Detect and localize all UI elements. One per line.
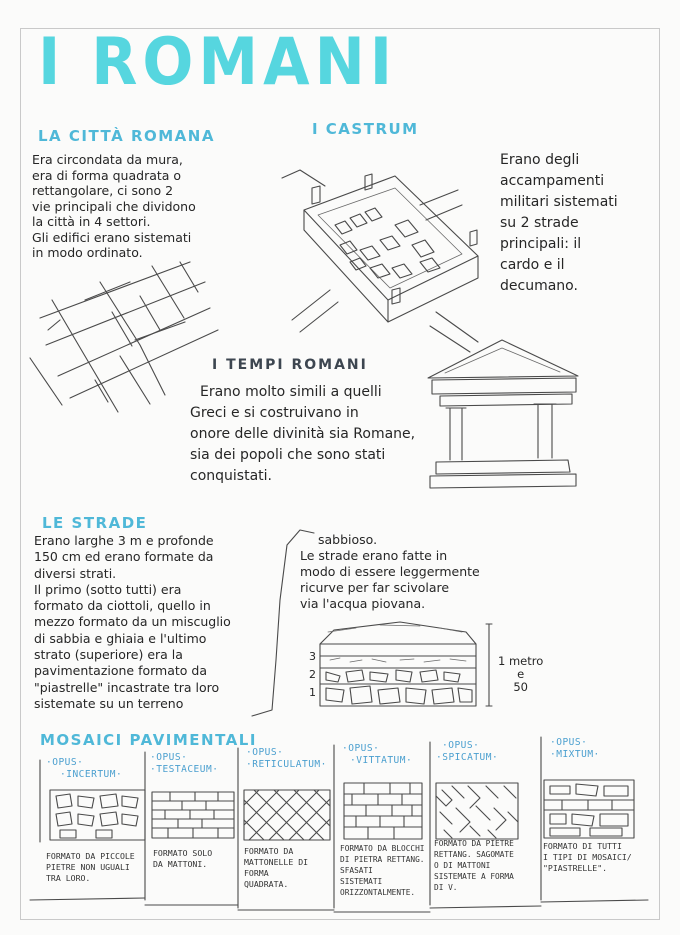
- castrum-illustration: [282, 170, 478, 352]
- castrum-line: accampamenti: [500, 173, 605, 189]
- opus-label: ·OPUS·: [342, 743, 380, 754]
- caption-line: DA MATTONI.: [153, 859, 208, 869]
- strade-line: 150 cm ed erano formate da: [34, 549, 214, 565]
- strade-line: "piastrelle" incastrate tra loro: [34, 679, 220, 695]
- strade-line: sabbioso.: [318, 532, 378, 547]
- strade-line: formato da ciottoli, quello in: [34, 598, 211, 614]
- opus-label: ·OPUS·: [46, 757, 84, 768]
- caption-line: FORMATO DA: [244, 846, 294, 856]
- caption-line: DI V.: [434, 883, 458, 892]
- templi-line: sia dei popoli che sono stati: [190, 447, 386, 463]
- layer-label: 3: [309, 650, 316, 663]
- caption-line: TRA LORO.: [46, 873, 91, 883]
- strade-line: mezzo formato da un miscuglio: [34, 614, 231, 630]
- mosaic-mixtum-sample: [544, 780, 634, 838]
- citta-line: la città in 4 settori.: [32, 214, 151, 229]
- caption-line: I TIPI DI MOSAICI/: [543, 852, 632, 862]
- mosaic-vittatum-sample: [344, 783, 422, 839]
- opus-name: ·MIXTUM·: [550, 749, 600, 760]
- strade-line: modo di essere leggermente: [300, 564, 480, 579]
- page-title: I ROMANI: [38, 24, 398, 101]
- temple-illustration: [428, 340, 578, 488]
- citta-line: vie principali che dividono: [32, 198, 196, 214]
- caption-line: MATTONELLE DI: [244, 857, 309, 867]
- caption-line: QUADRATA.: [244, 879, 289, 889]
- castrum-line: su 2 strade: [500, 215, 579, 231]
- strade-line: pavimentazione formato da: [34, 663, 208, 679]
- strade-line: sistemate su un terreno: [34, 695, 184, 711]
- strade-line: diversi strati.: [34, 565, 117, 581]
- strade-line: Il primo (sotto tutti) era: [34, 581, 182, 597]
- citta-line: Gli edifici erano sistemati: [32, 229, 192, 245]
- layer-label: 2: [309, 668, 316, 681]
- mosaic-reticulatum-sample: [244, 790, 330, 840]
- templi-line: Erano molto simili a quelli: [200, 384, 382, 400]
- road-cross-section: [320, 622, 492, 706]
- castrum-heading: I CASTRUM: [312, 120, 419, 138]
- citta-line: rettangolare, ci sono 2: [32, 183, 174, 198]
- caption-line: "PIASTRELLE".: [543, 863, 608, 873]
- strade-line: via l'acqua piovana.: [300, 596, 426, 611]
- opus-name: ·VITTATUM·: [350, 755, 413, 766]
- opus-label: ·OPUS·: [150, 752, 188, 763]
- templi-heading: I TEMPI ROMANI: [212, 357, 368, 373]
- caption-line: FORMATO SOLO: [153, 848, 213, 858]
- measure-line: 1 metro: [498, 654, 544, 668]
- castrum-line: decumano.: [500, 278, 578, 294]
- templi-line: onore delle divinità sia Romane,: [190, 426, 416, 442]
- mosaic-spicatum-sample: [436, 783, 518, 839]
- strade-line: ricurve per far scivolare: [300, 580, 450, 595]
- mosaic-testaceum-sample: [152, 792, 234, 838]
- opus-label: ·OPUS·: [550, 737, 588, 748]
- citta-line: era di forma quadrata o: [32, 167, 182, 183]
- opus-label: ·OPUS·: [246, 747, 284, 758]
- castrum-line: Erano degli: [500, 152, 580, 168]
- strade-line: strato (superiore) era la: [34, 647, 183, 663]
- caption-line: FORMATO DA PIETRE: [434, 839, 514, 848]
- caption-line: SISTEMATI: [340, 877, 383, 886]
- castrum-line: principali: il: [500, 236, 582, 252]
- caption-line: FORMATO DA PICCOLE: [46, 851, 135, 861]
- strade-line: di sabbia e ghiaia e l'ultimo: [34, 630, 207, 646]
- caption-line: RETTANG. SAGOMATE: [434, 850, 514, 859]
- measure-line: e: [517, 667, 525, 681]
- citta-line: Era circondata da mura,: [32, 152, 183, 167]
- layer-label: 1: [309, 686, 316, 699]
- strade-line: Erano larghe 3 m e profonde: [34, 533, 214, 548]
- opus-label: ·OPUS·: [442, 740, 480, 751]
- measure-line: 50: [513, 680, 528, 694]
- templi-line: conquistati.: [190, 468, 272, 484]
- caption-line: DI PIETRA RETTANG.: [340, 855, 425, 864]
- caption-line: FORMATO DI TUTTI: [543, 841, 622, 851]
- caption-line: FORMATO DA BLOCCHI: [340, 844, 425, 853]
- strade-heading: LE STRADE: [42, 514, 148, 532]
- caption-line: SFASATI: [340, 866, 373, 875]
- strade-line: Le strade erano fatte in: [300, 548, 448, 563]
- caption-line: ORIZZONTALMENTE.: [340, 888, 416, 897]
- opus-name: ·RETICULATUM·: [246, 759, 327, 770]
- opus-name: ·INCERTUM·: [60, 769, 123, 780]
- castrum-line: militari sistemati: [500, 194, 618, 210]
- opus-name: ·TESTACEUM·: [150, 764, 219, 775]
- caption-line: PIETRE NON UGUALI: [46, 862, 130, 872]
- connector-line: [252, 530, 314, 716]
- citta-line: in modo ordinato.: [32, 245, 143, 260]
- caption-line: SISTEMATE A FORMA: [434, 872, 514, 881]
- templi-line: Greci e si costruivano in: [190, 405, 359, 421]
- mosaici-heading: MOSAICI PAVIMENTALI: [40, 731, 257, 749]
- opus-name: ·SPICATUM·: [436, 752, 499, 763]
- caption-line: O DI MATTONI: [434, 861, 491, 870]
- castrum-line: cardo e il: [500, 257, 565, 273]
- city-grid-illustration: [30, 262, 218, 412]
- mosaic-incertum-sample: [50, 790, 145, 840]
- citta-heading: LA CITTÀ ROMANA: [38, 127, 215, 145]
- caption-line: FORMA: [244, 868, 269, 878]
